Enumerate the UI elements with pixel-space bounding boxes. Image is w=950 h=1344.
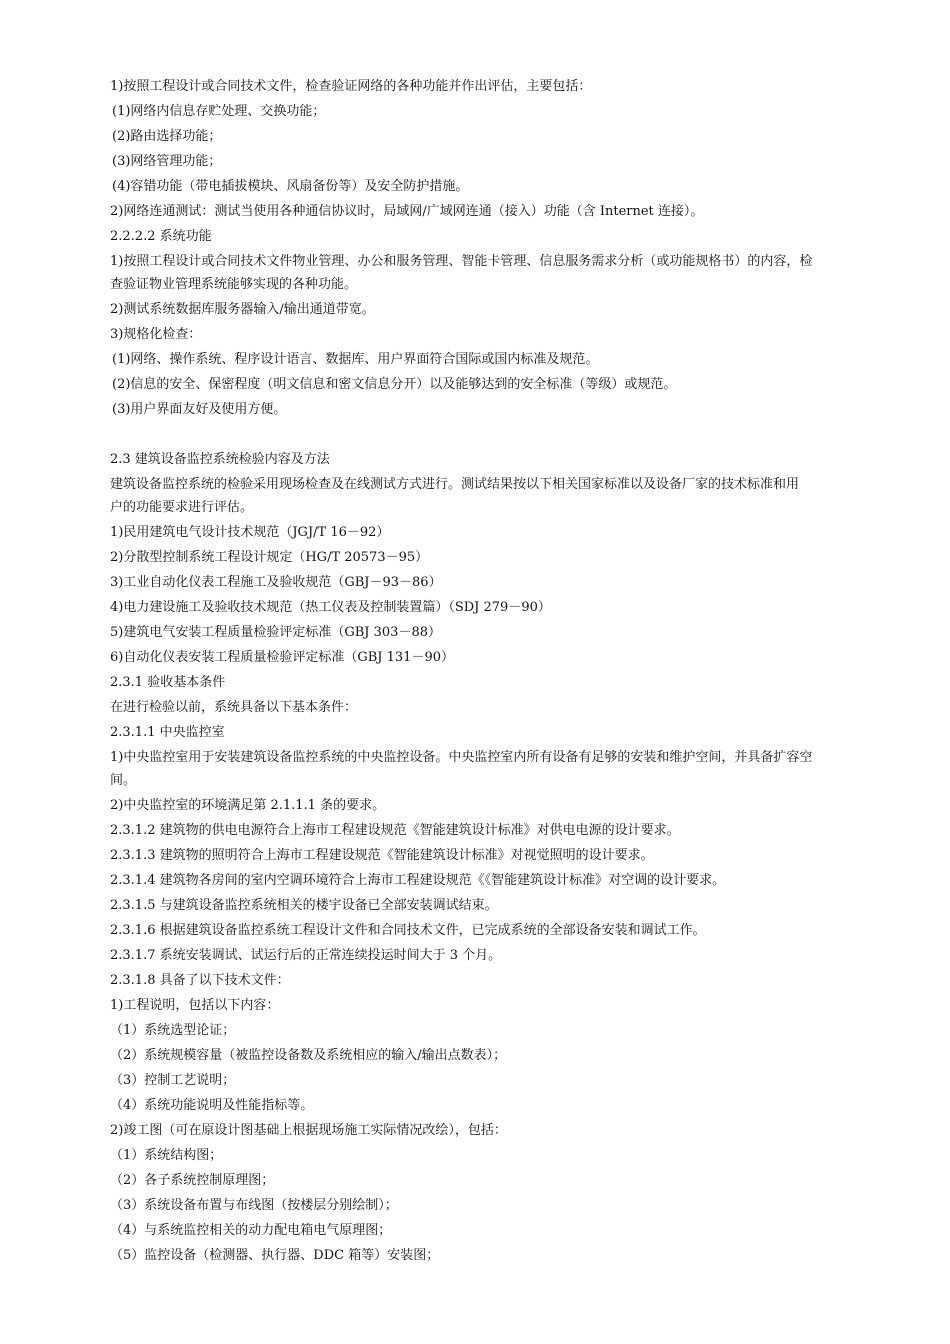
- text-line: 1)按照工程设计或合同技术文件物业管理、办公和服务管理、智能卡管理、信息服务需求分析（或功能规格书）的内容，检: [110, 254, 813, 269]
- section-heading: 2.3.1.8 具备了以下技术文件：: [110, 973, 290, 988]
- text-line: 6)自动化仪表安装工程质量检验评定标准（GBJ 131－90）: [110, 650, 454, 665]
- text-line: 2)网络连通测试：测试当使用各种通信协议时，局域网/广域网连通（接入）功能（含 Internet 连接）。: [110, 204, 704, 219]
- text-line: 3)规格化检查：: [110, 327, 202, 342]
- text-line: 1)民用建筑电气设计技术规范（JGJ/T 16－92）: [110, 525, 390, 540]
- text-line: 2.3.1.3 建筑物的照明符合上海市工程建设规范《智能建筑设计标准》对视觉照明的设计要求。: [110, 848, 654, 863]
- section-heading: 2.3.1 验收基本条件: [110, 675, 226, 690]
- text-line: （4）系统功能说明及性能指标等。: [110, 1098, 314, 1113]
- text-line: （5）监控设备（检测器、执行器、DDC 箱等）安装图；: [110, 1248, 440, 1263]
- text-line: 间。: [110, 773, 137, 788]
- text-line: （4）与系统监控相关的动力配电箱电气原理图；: [110, 1223, 392, 1238]
- text-line: (2)路由选择功能；: [112, 129, 222, 144]
- text-line: （3）系统设备布置与布线图（按楼层分别绘制）；: [110, 1198, 398, 1213]
- text-line: 2.3.1.5 与建筑设备监控系统相关的楼宇设备已全部安装调试结束。: [110, 898, 498, 913]
- text-line: （3）控制工艺说明；: [110, 1073, 236, 1088]
- text-line: 2.3.1.7 系统安装调试、试运行后的正常连续投运时间大于 3 个月。: [110, 948, 502, 963]
- text-line: 1)中央监控室用于安装建筑设备监控系统的中央监控设备。中央监控室内所有设备有足够的安装和维护空间，并具备扩容空: [110, 750, 813, 765]
- text-line: (4)容错功能（带电插拔模块、风扇备份等）及安全防护措施。: [112, 179, 469, 194]
- text-line: （2）系统规模容量（被监控设备数及系统相应的输入/输出点数表）；: [110, 1048, 507, 1063]
- text-line: 在进行检验以前，系统具备以下基本条件：: [110, 700, 358, 715]
- text-line: 2.3.1.6 根据建筑设备监控系统工程设计文件和合同技术文件，已完成系统的全部设备安装和调试工作。: [110, 923, 706, 938]
- section-heading: 2.2.2.2 系统功能: [110, 229, 212, 244]
- text-line: 2)测试系统数据库服务器输入/输出通道带宽。: [110, 302, 375, 317]
- text-line: 户的功能要求进行评估。: [110, 500, 254, 515]
- text-line: (3)用户界面友好及使用方便。: [112, 402, 287, 417]
- text-line: （2）各子系统控制原理图；: [110, 1173, 275, 1188]
- text-line: (3)网络管理功能；: [112, 154, 222, 169]
- text-line: 2.3.1.2 建筑物的供电电源符合上海市工程建设规范《智能建筑设计标准》对供电电源的设计要求。: [110, 823, 680, 838]
- text-line: （1）系统选型论证；: [110, 1023, 236, 1038]
- text-line: (1)网络、操作系统、程序设计语言、数据库、用户界面符合国际或国内标准及规范。: [112, 352, 599, 367]
- text-line: 4)电力建设施工及验收技术规范（热工仪表及控制装置篇）（SDJ 279－90）: [110, 600, 551, 615]
- text-line: 2)竣工图（可在原设计图基础上根据现场施工实际情况改绘），包括：: [110, 1123, 507, 1138]
- text-line: 建筑设备监控系统的检验采用现场检查及在线测试方式进行。测试结果按以下相关国家标准以及设备厂家的技术标准和用: [110, 477, 800, 492]
- text-line: 2)中央监控室的环境满足第 2.1.1.1 条的要求。: [110, 798, 386, 813]
- section-heading: 2.3.1.1 中央监控室: [110, 725, 225, 740]
- section-heading: 2.3 建筑设备监控系统检验内容及方法: [110, 452, 330, 467]
- text-line: (2)信息的安全、保密程度（明文信息和密文信息分开）以及能够达到的安全标准（等级）或规范。: [112, 377, 677, 392]
- text-line: （1）系统结构图；: [110, 1148, 223, 1163]
- text-line: 2)分散型控制系统工程设计规定（HG/T 20573－95）: [110, 550, 429, 565]
- text-line: 2.3.1.4 建筑物各房间的室内空调环境符合上海市工程建设规范《《智能建筑设计标准》对空调的设计要求。: [110, 873, 726, 888]
- text-line: 查验证物业管理系统能够实现的各种功能。: [110, 277, 358, 292]
- text-line: 1)工程说明，包括以下内容：: [110, 998, 280, 1013]
- text-line: 1)按照工程设计或合同技术文件，检查验证网络的各种功能并作出评估，主要包括：: [110, 79, 592, 94]
- text-line: 5)建筑电气安装工程质量检验评定标准（GBJ 303－88）: [110, 625, 441, 640]
- text-line: 3)工业自动化仪表工程施工及验收规范（GBJ－93－86）: [110, 575, 442, 590]
- text-line: (1)网络内信息存贮处理、交换功能；: [112, 104, 326, 119]
